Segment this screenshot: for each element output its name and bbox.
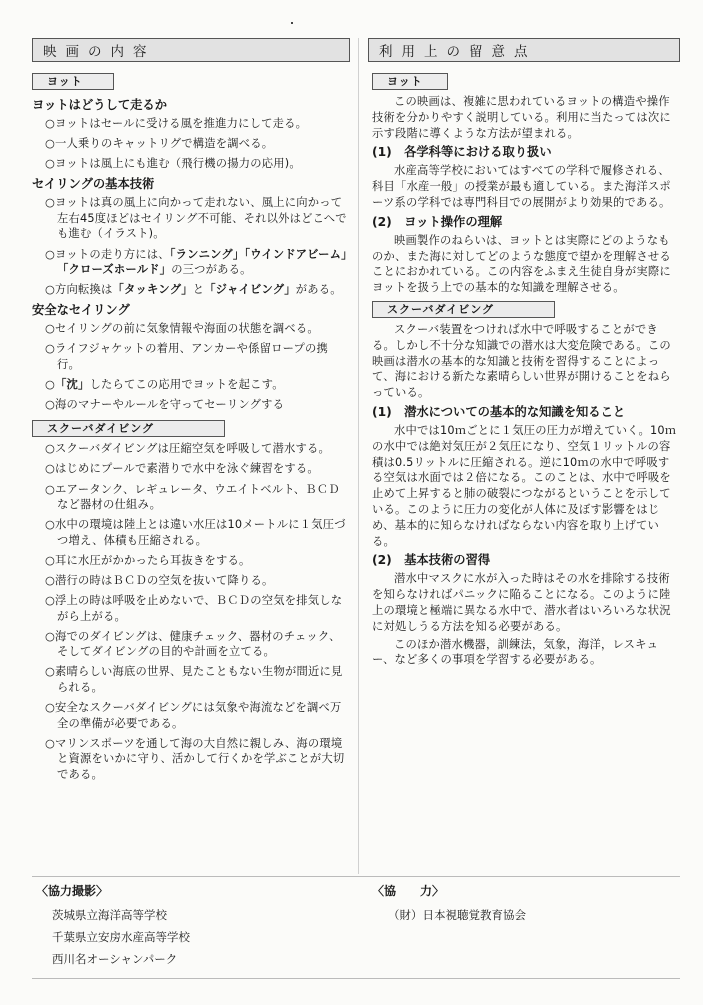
list-item: ○スクーバダイビングは圧縮空気を呼吸して潜水する。 bbox=[45, 442, 330, 456]
heading-yacht-operation: (2) ヨット操作の理解 bbox=[372, 214, 503, 229]
scan-dot bbox=[291, 22, 293, 24]
heading-how-yacht-sails: ヨットはどうして走るか bbox=[32, 98, 168, 112]
divider bbox=[32, 978, 680, 979]
yacht-tag: ヨット bbox=[32, 73, 114, 90]
credits-title: 〈協力撮影〉 bbox=[36, 884, 109, 898]
list-text: したらてこの応用でヨットを起こす。 bbox=[89, 378, 284, 392]
list-text: ○方向転換は bbox=[45, 283, 113, 297]
paragraph: 水産高等学校においてはすべての学科で履修される、科目「水産一般」の授業が最も適している。また海洋スポーツ系の学科では専門科目での展開がより効果的である。 bbox=[372, 164, 671, 209]
list-item: ○ヨットはセールに受ける風を推進力にして走る。 bbox=[45, 117, 308, 130]
section-title-usage-notes: 利用上の留意点 bbox=[368, 38, 680, 62]
term-capsize: 「沈」 bbox=[55, 378, 90, 392]
list-text: がある。 bbox=[295, 283, 342, 297]
credits-filming bbox=[32, 882, 352, 974]
list-text: ○ bbox=[45, 378, 56, 392]
list-item: ○エアータンク、レギュレータ、ウエイトベルト、ＢＣＤなど器材の仕組み。 bbox=[45, 482, 340, 512]
term-tacking: 「タッキング」 bbox=[112, 283, 193, 297]
credits-cooperation bbox=[368, 882, 668, 930]
paragraph: このほか潜水機器，訓練法，気象，海洋，レスキュー、など多くの事項を学習する必要がある。 bbox=[372, 637, 659, 667]
credits-title: 〈協 力〉 bbox=[372, 884, 445, 898]
divider bbox=[32, 876, 680, 877]
list-item: ○素晴らしい海底の世界、見たこともない生物が間近に見られる。 bbox=[45, 665, 343, 695]
credit-item: 茨城県立海洋高等学校 bbox=[52, 908, 167, 922]
credit-item: 千葉県立安房水産高等学校 bbox=[52, 930, 190, 944]
list-item: ○浮上の時は呼吸を止めないで、ＢＣＤの空気を排気しながら上がる。 bbox=[45, 594, 343, 623]
sailing-terms: 「ランニング」「ウインドアビーム」「クローズホールド」 bbox=[57, 247, 347, 277]
paragraph: 水中では10ｍごとに１気圧の圧力が増えていく。10ｍの水中では絶対気圧が２気圧になり、空気１リットルの容積は0.5リットルに圧縮される。逆に10ｍの水中で呼吸する空気は水面では２倍になる。このことは、水中で呼吸を止めて上昇すると肺の破裂につながるということを示している。このように圧力の変化が人体に及ぼす影響をはじめ、基本的に知らなければならない内容を取り上げている。 bbox=[372, 423, 677, 548]
list-item: ○潜行の時はＢＣＤの空気を抜いて降りる。 bbox=[45, 573, 274, 587]
list-text: ○ヨットの走り方には、 bbox=[45, 247, 170, 261]
list-item: ○ヨットは真の風上に向かって走れない、風上に向かって左右45度ほどはセイリング不可能、それ以外はどこへでも進む（イラスト)。 bbox=[45, 196, 347, 241]
list-item: ○海のマナーやルールを守ってセーリングする bbox=[45, 398, 285, 412]
list-item: ○水中の環境は陸上とは違い水圧は10メートルに１気圧づつ増え、体積も圧縮される。 bbox=[45, 518, 346, 547]
list-item bbox=[45, 282, 350, 298]
scuba-tag: スクーバダイビング bbox=[372, 301, 555, 318]
content-column bbox=[32, 38, 350, 787]
list-item: ○セイリングの前に気象情報や海面の状態を調べる。 bbox=[45, 322, 319, 336]
usage-notes-column bbox=[368, 38, 680, 670]
heading-sailing-basics: セイリングの基本技術 bbox=[32, 177, 155, 192]
list-text: と bbox=[192, 283, 205, 297]
paragraph: 潜水中マスクに水が入った時はその水を排除する技術を知らなければパニックに陥ることになる。このように陸上の環境と極端に異なる水中で、潜水者はいろいろな状況に対処しうる方法を知る必要がある。 bbox=[372, 572, 671, 633]
credit-item: 西川名オーシャンパーク bbox=[52, 952, 178, 966]
heading-subject-handling: (1) 各学科等における取り扱い bbox=[372, 145, 552, 160]
list-item: ○ライフジャケットの着用、アンカーや係留ロープの携行。 bbox=[45, 342, 329, 372]
list-item: ○耳に水圧がかかったら耳抜きをする。 bbox=[45, 553, 251, 567]
column-divider bbox=[358, 38, 359, 874]
list-item: ○海でのダイビングは、健康チェック、器材のチェック、そしてダイビングの目的や計画を立てる。 bbox=[45, 629, 341, 659]
heading-basic-skills: (2) 基本技術の習得 bbox=[372, 553, 491, 568]
list-item bbox=[45, 377, 350, 393]
list-text: の三つがある。 bbox=[171, 263, 252, 277]
heading-diving-knowledge: (1) 潜水についての基本的な知識を知ること bbox=[372, 404, 626, 419]
section-title-content: 映画の内容 bbox=[32, 38, 350, 62]
term-jibing: 「ジャイビング」 bbox=[204, 283, 296, 297]
credit-item: （財）日本視聴覚教育協会 bbox=[388, 908, 526, 922]
paragraph: 映画製作のねらいは、ヨットとは実際にどのようなものか、また海に対してどのような態度で望かを理解させることにおかれている。この内容をふまえ生徒自身が実際にヨットを扱う上での基本的な知識を理解させる。 bbox=[372, 233, 671, 295]
list-item bbox=[45, 247, 350, 278]
list-item: ○はじめにプールで素潜りで水中を泳ぐ練習をする。 bbox=[45, 462, 319, 476]
heading-safe-sailing: 安全なセイリング bbox=[32, 303, 130, 318]
list-item: ○マリンスポーツを通して海の大自然に親しみ、海の環境と資源をいかに守り、活かして行くかを学ぶことが大切である。 bbox=[45, 736, 345, 781]
scuba-tag: スクーバダイビング bbox=[32, 420, 225, 437]
yacht-tag: ヨット bbox=[372, 73, 448, 90]
intro-paragraph: この映画は、複雑に思われているヨットの構造や操作技術を分かりやすく説明している。利用に当たっては次に示す段階に導くような方法が望まれる。 bbox=[372, 95, 671, 140]
list-item: ○ヨットは風上にも進む（飛行機の揚力の応用)。 bbox=[45, 157, 301, 171]
paragraph: スクーバ装置をつければ水中で呼吸することができる。しかし不十分な知識での潜水は大変危険である。この映画は潜水の基本的な知識と技術を習得することによって、海における新たな素晴らしい世界が開けることをねらっている。 bbox=[372, 322, 671, 400]
list-item: ○安全なスクーバダイビングには気象や海流などを調べ万全の準備が必要である。 bbox=[45, 701, 342, 730]
list-item: ○一人乗りのキャットリグで構造を調べる。 bbox=[45, 137, 274, 151]
